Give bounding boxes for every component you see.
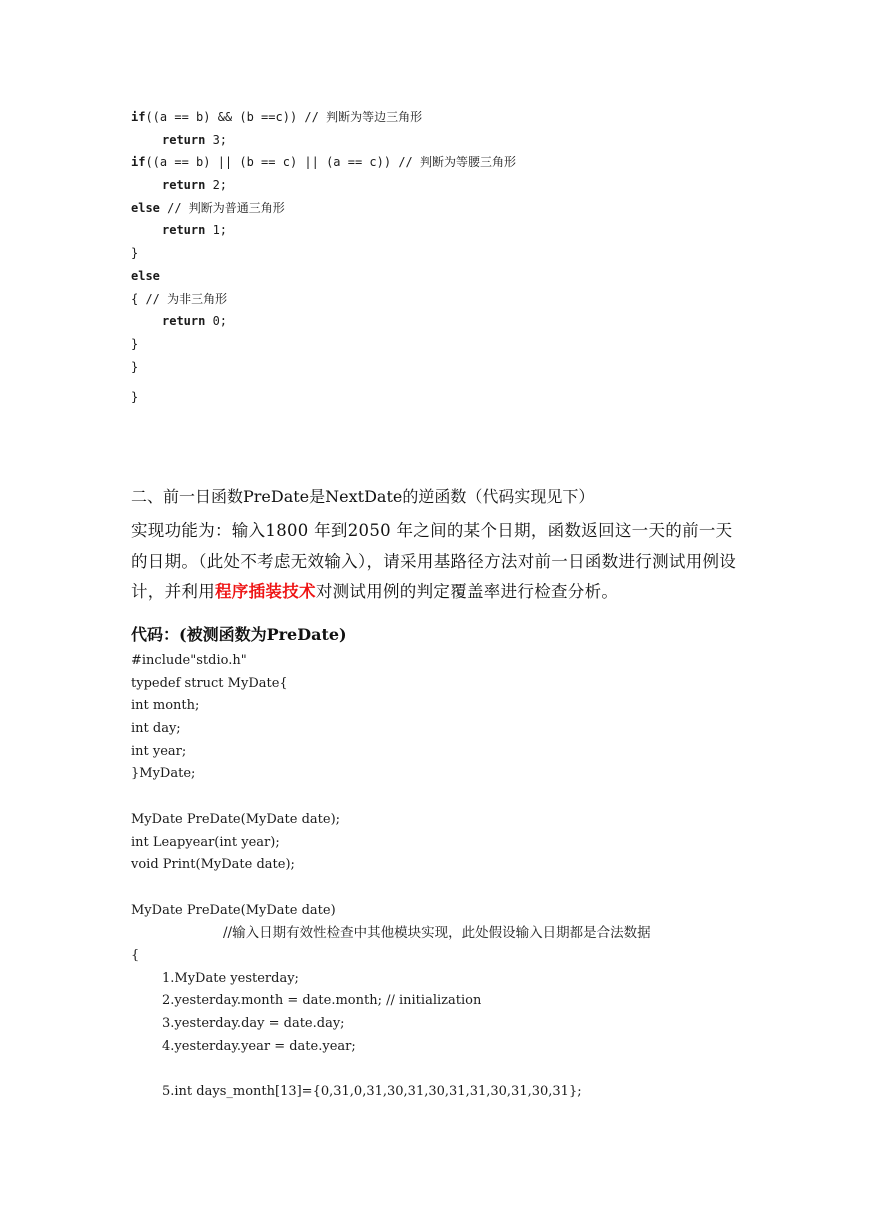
paragraph-text-end: 对测试用例的判定覆盖率进行检查分析。	[315, 582, 619, 601]
code-line: { // 为非三角形	[131, 291, 228, 306]
code-line: 2.yesterday.month = date.month; // initialization	[162, 993, 482, 1009]
code-line: return 3;	[162, 132, 228, 147]
code-line: #include"stdio.h"	[131, 653, 247, 668]
code-line: }	[131, 390, 139, 405]
code-block-triangle	[131, 106, 731, 409]
code-line: 3.yesterday.day = date.day;	[162, 1016, 345, 1031]
section-heading: 二、前一日函数PreDate是NextDate的逆函数（代码实现见下）	[131, 487, 595, 506]
code-line: 5.int days_month[13]={0,31,0,31,30,31,30,31,31,30,31,30,31};	[162, 1084, 582, 1100]
code-line: void Print(MyDate date);	[131, 857, 295, 873]
paragraph-text: 实现功能为：输入1800 年到2050 年之间的某个日期，函数返回这一天的前一天的日期。（此处不考虑无效输入），请采用基路径方法对前一日函数进行测试用例设计，并利用	[131, 521, 737, 601]
code-line: return 0;	[162, 314, 228, 329]
code-label: 代码：(被测函数为PreDate)	[131, 625, 347, 644]
code-line: {	[131, 947, 140, 963]
code-line: }MyDate;	[131, 766, 196, 782]
code-line: return 1;	[162, 223, 228, 238]
code-line: MyDate PreDate(MyDate date);	[131, 811, 341, 827]
code-line: }	[131, 359, 139, 374]
code-line: int year;	[131, 743, 187, 759]
code-line: if((a == b) && (b ==c)) // 判断为等边三角形	[131, 110, 423, 124]
code-line: else	[131, 268, 160, 283]
code-line: typedef struct MyDate{	[131, 675, 288, 691]
code-line: int month;	[131, 698, 200, 714]
code-line: }	[131, 336, 139, 351]
code-line: if((a == b) || (b == c) || (a == c)) // 判断为等腰三角形	[131, 155, 516, 170]
code-line: MyDate PreDate(MyDate date)	[131, 902, 336, 918]
section-paragraph	[131, 516, 741, 608]
highlighted-term: 程序插装技术	[215, 582, 316, 601]
blank-line	[131, 877, 771, 900]
code-block-predate	[131, 650, 771, 1104]
blank-line	[131, 786, 771, 809]
code-line: return 2;	[162, 178, 228, 193]
code-line: 1.MyDate yesterday;	[162, 970, 299, 986]
code-line: int day;	[131, 721, 181, 737]
code-line: int Leapyear(int year);	[131, 834, 280, 850]
code-line: 4.yesterday.year = date.year;	[162, 1038, 356, 1054]
code-line: else // 判断为普通三角形	[131, 200, 285, 215]
blank-line	[131, 1058, 771, 1081]
code-comment-line: //输入日期有效性检查中其他模块实现，此处假设输入日期都是合法数据	[223, 925, 651, 942]
code-line: }	[131, 246, 139, 261]
